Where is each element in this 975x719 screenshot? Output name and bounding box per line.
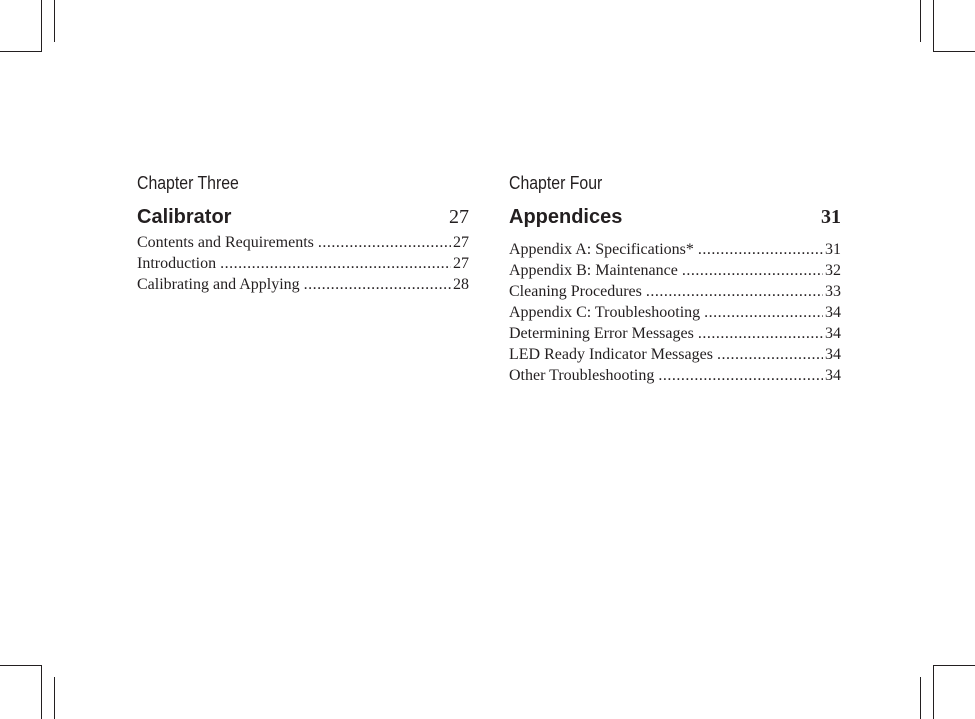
crop-mark-bottom-left-h: [0, 665, 42, 666]
toc-entry-page: 28: [453, 276, 469, 293]
toc-entry[interactable]: [509, 260, 841, 281]
dot-leader: [704, 302, 823, 323]
toc-column-chapter-four: [509, 172, 841, 386]
dot-leader: [220, 253, 451, 274]
toc-entry[interactable]: [509, 239, 841, 260]
section-heading[interactable]: [137, 204, 469, 230]
toc-list: [509, 239, 841, 386]
toc-entry-title: Appendix B: Maintenance: [509, 262, 678, 279]
dot-leader: [658, 365, 823, 386]
toc-entry-page: 33: [825, 283, 841, 300]
toc-entry-page: 32: [825, 262, 841, 279]
toc-entry[interactable]: [137, 253, 469, 274]
toc-entry-page: 34: [825, 325, 841, 342]
section-page-number: 31: [821, 206, 841, 228]
section-page-number: 27: [449, 206, 469, 228]
toc-entry-page: 34: [825, 367, 841, 384]
chapter-label: Chapter Three: [137, 173, 239, 193]
toc-entry-title: Determining Error Messages: [509, 325, 694, 342]
toc-entry[interactable]: [509, 344, 841, 365]
crop-mark-top-left-v2: [54, 0, 55, 42]
toc-entry-page: 31: [825, 241, 841, 258]
dot-leader: [318, 232, 451, 253]
dot-leader: [717, 344, 823, 365]
dot-leader: [698, 239, 823, 260]
crop-mark-top-left-v: [41, 0, 42, 52]
dot-leader: [682, 260, 823, 281]
dot-leader: [698, 323, 823, 344]
toc-entry-title: Calibrating and Applying: [137, 276, 300, 293]
section-heading[interactable]: [509, 204, 841, 230]
toc-entry-title: Introduction: [137, 255, 217, 272]
toc-entry-title: Cleaning Procedures: [509, 283, 642, 300]
toc-entry-page: 34: [825, 346, 841, 363]
toc-entry-page: 27: [453, 234, 469, 251]
crop-mark-top-right-v2: [920, 0, 921, 42]
crop-mark-top-right-h: [933, 51, 975, 52]
crop-mark-bottom-left-v: [41, 665, 42, 719]
toc-entry[interactable]: [137, 232, 469, 253]
toc-entry-page: 34: [825, 304, 841, 321]
toc-entry[interactable]: [509, 302, 841, 323]
toc-entry[interactable]: [509, 323, 841, 344]
toc-entry[interactable]: [509, 281, 841, 302]
toc-entry-title: Appendix A: Specifications*: [509, 241, 694, 258]
toc-entry-title: LED Ready Indicator Messages: [509, 346, 713, 363]
toc-entry-title: Other Troubleshooting: [509, 367, 655, 384]
section-title: Calibrator: [137, 206, 232, 228]
dot-leader: [304, 274, 451, 295]
crop-mark-top-right-v: [933, 0, 934, 52]
crop-mark-top-left-h: [0, 51, 42, 52]
toc-entry[interactable]: [137, 274, 469, 295]
toc-entry[interactable]: [509, 365, 841, 386]
dot-leader: [646, 281, 823, 302]
toc-column-chapter-three: [137, 172, 469, 295]
crop-mark-bottom-right-v2: [920, 677, 921, 719]
toc-list: [137, 232, 469, 295]
crop-mark-bottom-right-h: [933, 665, 975, 666]
crop-mark-bottom-right-v: [933, 665, 934, 719]
crop-mark-bottom-left-v2: [54, 677, 55, 719]
toc-entry-title: Appendix C: Troubleshooting: [509, 304, 701, 321]
section-title: Appendices: [509, 206, 623, 228]
chapter-label: Chapter Four: [509, 173, 603, 193]
toc-entry-title: Contents and Requirements: [137, 234, 314, 251]
toc-entry-page: 27: [453, 255, 469, 272]
